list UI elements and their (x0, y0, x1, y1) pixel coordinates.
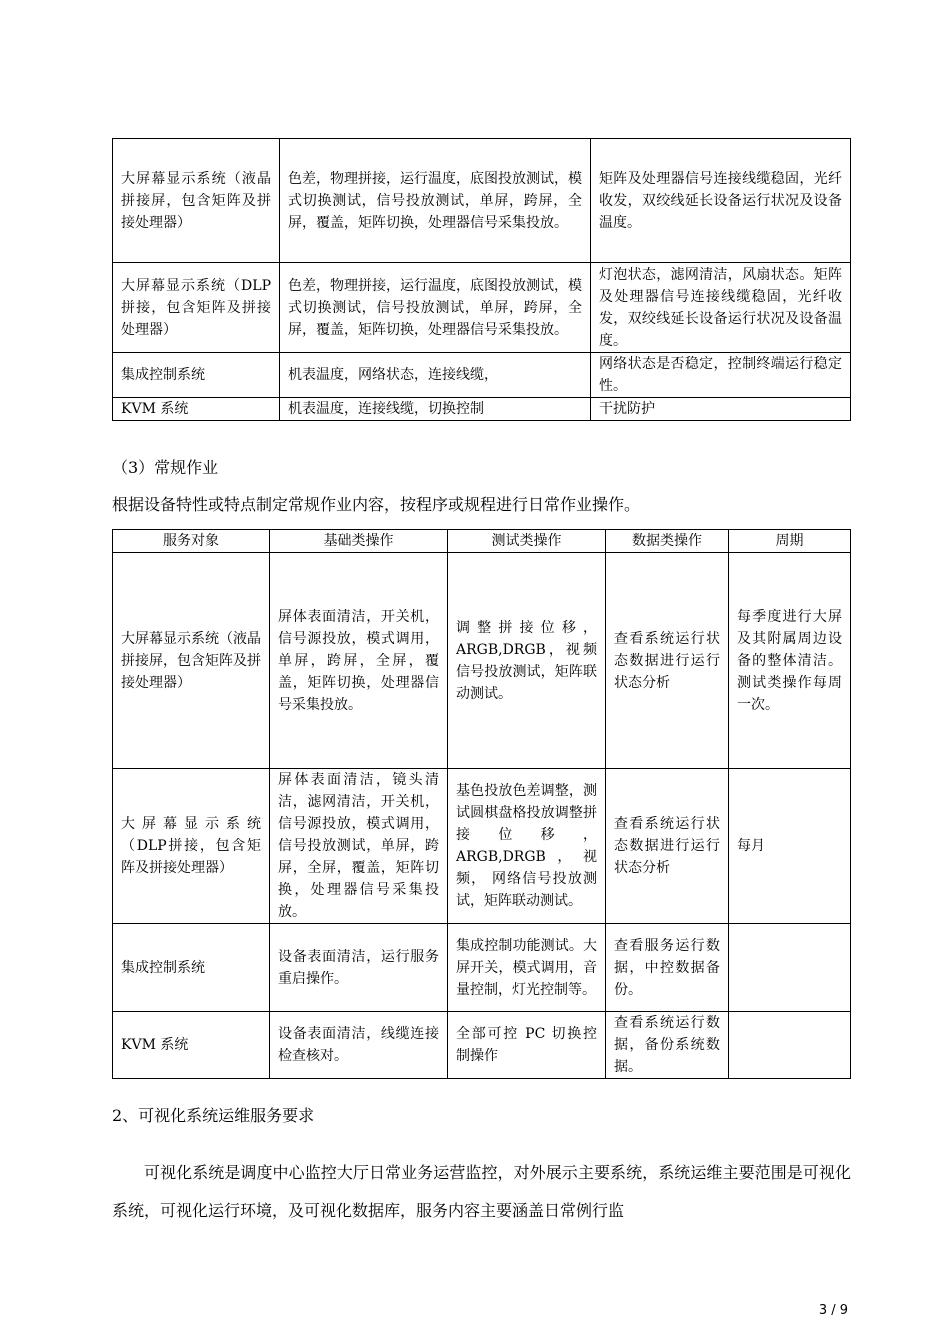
table-cell: 查看系统运行数据，备份系统数据。 (606, 1012, 729, 1079)
table-cell: 调整拼接位移，ARGB,DRGB，视频信号投放测试，矩阵联动测试。 (448, 553, 606, 769)
table-cell: 色差，物理拼接，运行温度，底图投放测试，模式切换测试，信号投放测试，单屏，跨屏，全屏，覆盖，矩阵切换，处理器信号采集投放。 (280, 139, 591, 263)
table-row (113, 1012, 851, 1079)
table-cell: 大屏幕显示系统（DLP 拼接，包含矩阵及拼接处理器） (113, 263, 280, 353)
section-heading: （3）常规作业 (112, 458, 219, 477)
table-cell: 设备表面清洁，运行服务重启操作。 (270, 924, 448, 1012)
table-row (113, 553, 851, 769)
inspection-table (112, 138, 851, 421)
table-cell: 机表温度，网络状态，连接线缆， (280, 353, 591, 398)
section-heading: 2、可视化系统运维服务要求 (112, 1106, 315, 1125)
table-row (113, 398, 851, 421)
table-cell: 设备表面清洁，线缆连接检查核对。 (270, 1012, 448, 1079)
table-cell: 屏体表面清洁，开关机，信号源投放，模式调用，单屏，跨屏，全屏，覆盖，矩阵切换，处理器信号采集投放。 (270, 553, 448, 769)
table-cell: 查看服务运行数据，中控数据备份。 (606, 924, 729, 1012)
table-cell: 灯泡状态，滤网清洁，风扇状态。矩阵及处理器信号连接线缆稳固，光纤收发，双绞线延长设备运行状况及设备温度。 (591, 263, 851, 353)
column-header: 周期 (729, 530, 851, 553)
table-header-row (113, 530, 851, 553)
column-header: 基础类操作 (270, 530, 448, 553)
table-cell (729, 924, 851, 1012)
table-cell: KVM 系统 (113, 398, 280, 421)
table-cell: 全部可控 PC 切换控制操作 (448, 1012, 606, 1079)
table-cell (729, 1012, 851, 1079)
table-row (113, 769, 851, 924)
table-cell: 集成控制系统 (113, 924, 270, 1012)
table-cell: 屏体表面清洁，镜头清洁，滤网清洁，开关机，信号源投放，模式调用，信号投放测试，单屏，跨屏，全屏，覆盖，矩阵切换，处理器信号采集投放。 (270, 769, 448, 924)
table-cell: 机表温度，连接线缆，切换控制 (280, 398, 591, 421)
column-header: 服务对象 (113, 530, 270, 553)
table-cell: 集成控制系统 (113, 353, 280, 398)
table-cell: 每季度进行大屏及其附属周边设备的整体清洁。测试类操作每周一次。 (729, 553, 851, 769)
column-header: 数据类操作 (606, 530, 729, 553)
table-cell: 大屏幕显示系统（液晶拼接屏，包含矩阵及拼接处理器） (113, 139, 280, 263)
table-cell: 基色投放色差调整，测试圆棋盘格投放调整拼接位移， ARGB,DRGB，视频， 网络信号投放测试，矩阵联动测试。 (448, 769, 606, 924)
table-cell: 查看系统运行状态数据进行运行状态分析 (606, 769, 729, 924)
table-cell: 集成控制功能测试。大屏开关，模式调用，音量控制，灯光控制等。 (448, 924, 606, 1012)
section-intro: 根据设备特性或特点制定常规作业内容，按程序或规程进行日常作业操作。 (112, 495, 641, 514)
table-row (113, 263, 851, 353)
table-cell: 色差，物理拼接，运行温度，底图投放测试，模式切换测试，信号投放测试，单屏，跨屏，全屏，覆盖，矩阵切换，处理器信号采集投放。 (280, 263, 591, 353)
table-row (113, 924, 851, 1012)
page-number: 3 / 9 (818, 1303, 848, 1318)
body-paragraph: 可视化系统是调度中心监控大厅日常业务运营监控，对外展示主要系统，系统运维主要范围是可视化系统，可视化运行环境，及可视化数据库，服务内容主要涵盖日常例行监 (112, 1163, 851, 1220)
table-cell: 每月 (729, 769, 851, 924)
table-cell: 查看系统运行状态数据进行运行状态分析 (606, 553, 729, 769)
table-row (113, 353, 851, 398)
column-header: 测试类操作 (448, 530, 606, 553)
table-cell: KVM 系统 (113, 1012, 270, 1079)
table-row (113, 139, 851, 263)
table-cell: 矩阵及处理器信号连接线缆稳固，光纤收发，双绞线延长设备运行状况及设备温度。 (591, 139, 851, 263)
routine-operations-table (112, 529, 851, 1079)
table-cell: 大屏幕显示系统（DLP拼接，包含矩阵及拼接处理器） (113, 769, 270, 924)
table-cell: 干扰防护 (591, 398, 851, 421)
table-cell: 大屏幕显示系统（液晶拼接屏，包含矩阵及拼接处理器） (113, 553, 270, 769)
table-cell: 网络状态是否稳定，控制终端运行稳定性。 (591, 353, 851, 398)
